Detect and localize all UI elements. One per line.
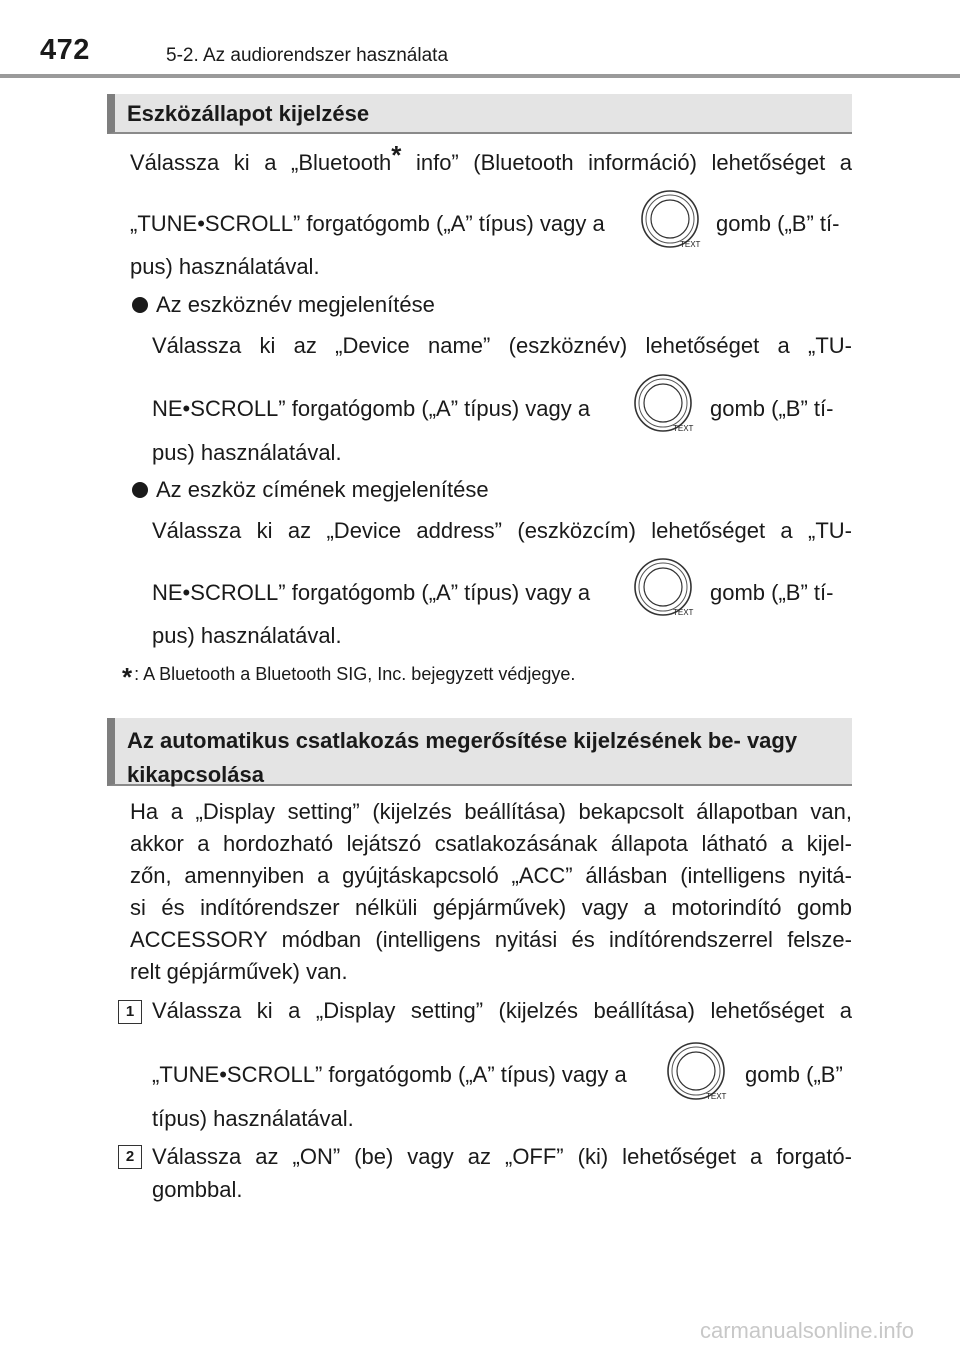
- text-knob-icon: [640, 189, 706, 265]
- intro-text-b: info” (Bluetooth információ) lehetőséget a: [401, 150, 852, 175]
- item1-line-2: NE•SCROLL” forgatógomb („A” típus) vagy a: [152, 396, 591, 421]
- intro-line-1: [130, 140, 852, 177]
- svg-text:TEXT: TEXT: [680, 240, 701, 249]
- item2-line-2-end: gomb („B” tí-: [710, 580, 834, 605]
- para-line-4: si és indítórendszer nélküli gépjárművek) vagy a motorindító gomb: [130, 895, 852, 920]
- step1-line-3: típus) használatával.: [152, 1106, 354, 1131]
- footnote-reference: *: [391, 140, 402, 170]
- step1-line-2-end: gomb („B”: [745, 1062, 843, 1087]
- para-line-2: akkor a hordozható lejátszó csatlakozásának állapota látható a kijel-: [130, 831, 852, 856]
- svg-text:TEXT: TEXT: [673, 608, 694, 617]
- text-knob-icon: [633, 557, 699, 633]
- intro-text-a: Válassza ki a „Bluetooth: [130, 150, 392, 175]
- footnote-mark: *: [122, 662, 133, 692]
- section-heading-auto-connect: [107, 718, 852, 786]
- chapter-title: 5-2. Az audiorendszer használata: [166, 45, 449, 66]
- footnote-text: : A Bluetooth a Bluetooth SIG, Inc. bejegyzett védjegye.: [134, 664, 576, 684]
- intro-line-3: pus) használatával.: [130, 254, 320, 279]
- step-number-2: 2: [118, 1145, 142, 1169]
- bullet-dot-icon: [132, 297, 148, 313]
- para-line-5: ACCESSORY módban (intelligens nyitási és indítórendszerrel felsze-: [130, 927, 852, 952]
- item1-line-3: pus) használatával.: [152, 440, 342, 465]
- header-rule: [0, 74, 960, 78]
- svg-text:TEXT: TEXT: [706, 1092, 727, 1101]
- page-header: [0, 0, 960, 78]
- step1-line-2: „TUNE•SCROLL” forgatógomb („A” típus) vagy a: [152, 1062, 627, 1087]
- para-line-1: Ha a „Display setting” (kijelzés beállítása) bekapcsolt állapotban van,: [130, 799, 852, 824]
- bullet-dot-icon: [132, 482, 148, 498]
- step1-line-1: Válassza ki a „Display setting” (kijelzés beállítása) lehetőséget a: [152, 998, 852, 1023]
- text-knob-icon: [633, 373, 699, 449]
- step2-line-1: Válassza az „ON” (be) vagy az „OFF” (ki) lehetőséget a forgató-: [152, 1144, 852, 1169]
- section-heading-text: Eszközállapot kijelzése: [127, 101, 370, 126]
- section-heading-line-2: kikapcsolása: [127, 762, 264, 787]
- footnote: [122, 662, 575, 693]
- item-title-device-address: Az eszköz címének megjelenítése: [156, 477, 489, 502]
- para-line-6: relt gépjárművek) van.: [130, 959, 348, 984]
- page-number: 472: [40, 34, 90, 66]
- intro-line-2-end: gomb („B” tí-: [716, 211, 840, 236]
- step2-line-2: gombbal.: [152, 1177, 243, 1202]
- item1-line-2-end: gomb („B” tí-: [710, 396, 834, 421]
- intro-line-2: „TUNE•SCROLL” forgatógomb („A” típus) vagy a: [130, 211, 605, 236]
- section-heading-line-1: Az automatikus csatlakozás megerősítése kijelzésének be- vagy: [127, 728, 798, 753]
- section-heading-device-status: [107, 94, 852, 134]
- para-line-3: zőn, amennyiben a gyújtáskapcsoló „ACC” állásban (intelligens nyitá-: [130, 863, 852, 888]
- item2-line-3: pus) használatával.: [152, 623, 342, 648]
- item-title-device-name: Az eszköznév megjelenítése: [156, 292, 435, 317]
- watermark: carmanualsonline.info: [700, 1318, 915, 1343]
- text-knob-icon: [666, 1041, 732, 1117]
- svg-text:TEXT: TEXT: [673, 424, 694, 433]
- item2-line-1: Válassza ki az „Device address” (eszközcím) lehetőséget a „TU-: [152, 518, 852, 543]
- step-number-1: 1: [118, 1000, 142, 1024]
- item2-line-2: NE•SCROLL” forgatógomb („A” típus) vagy a: [152, 580, 591, 605]
- item1-line-1: Válassza ki az „Device name” (eszköznév) lehetőséget a „TU-: [152, 333, 852, 358]
